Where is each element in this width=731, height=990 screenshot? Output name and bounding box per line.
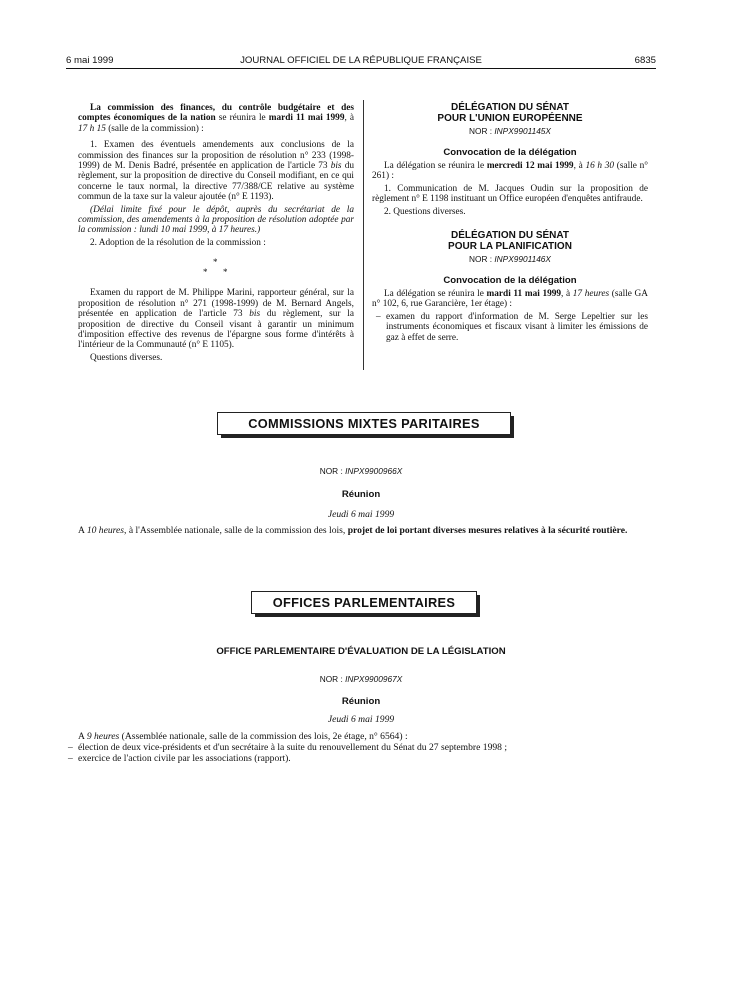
header-rule: [66, 68, 656, 69]
page-number: 6835: [634, 55, 656, 66]
agenda-item-2: 2. Adoption de la résolution de la commission :: [90, 237, 266, 248]
nor-reference: NOR : INPX9900967X: [319, 674, 403, 684]
delegation-ue-title: DÉLÉGATION DU SÉNAT POUR L'UNION EUROPÉENNE: [437, 102, 583, 124]
ue-meeting-intro: La délégation se réunira le mercredi 12 mai 1999, à 16 h 30 (salle n° 261) :: [372, 161, 648, 182]
delegation-planification-title: DÉLÉGATION DU SÉNAT POUR LA PLANIFICATION: [448, 230, 572, 252]
office-title: OFFICE PARLEMENTAIRE D'ÉVALUATION DE LA LÉGISLATION: [216, 646, 506, 657]
convocation-heading: Convocation de la délégation: [443, 274, 577, 286]
right-column: [372, 103, 648, 343]
separator-star: *: [203, 267, 208, 278]
office-meeting-heading: Réunion: [341, 696, 381, 707]
journal-title: JOURNAL OFFICIEL DE LA RÉPUBLIQUE FRANÇAISE: [240, 55, 482, 66]
misc-questions: Questions diverses.: [90, 352, 163, 363]
header-date: 6 mai 1999: [66, 55, 114, 66]
office-item: – élection de deux vice-présidents et d'un secrétaire à la suite du renouvellement du Sénat du 27 septembre 1998 ;: [78, 743, 656, 754]
cmp-meeting-text: A 10 heures, à l'Assemblée nationale, salle de la commission des lois, projet de loi portant diverses mesures relatives à la sécurité routière.: [78, 525, 628, 536]
cmp-meeting-date: Jeudi 6 mai 1999: [327, 509, 395, 520]
page-header: [66, 55, 656, 69]
agenda-item-1: 1. Examen des éventuels amendements aux conclusions de la commission des finances sur la proposition de résolution n° 233 (1998-1999) de M. Denis Badré, présentée en application de l'article 73 bis du règlement, sur la proposition de directive du Conseil modifiant, en ce qui concerne le taux normal, la directive 77/388/CE relative au système commun de la taxe sur la valeur ajoutée (n° E 1193).: [78, 140, 354, 203]
planif-item: – examen du rapport d'information de M. Serge Lepeltier sur les instruments économiques et fiscaux visant à limiter les émissions de gaz à effet de serre.: [386, 312, 648, 343]
planif-meeting-intro: La délégation se réunira le mardi 11 mai 1999, à 17 heures (salle GA n° 102, 6, rue Garancière, 1er étage) :: [372, 289, 648, 310]
office-meeting-date: Jeudi 6 mai 1999: [327, 714, 395, 725]
column-divider: [363, 100, 364, 370]
cmp-meeting-heading: Réunion: [341, 489, 381, 500]
cmp-section-title: COMMISSIONS MIXTES PARITAIRES: [217, 412, 511, 435]
ue-item-1: 1. Communication de M. Jacques Oudin sur la proposition de règlement n° E 1198 instituant un Office européen d'enquêtes antifraude.: [372, 183, 648, 205]
office-meeting-text: A 9 heures (Assemblée nationale, salle de la commission des lois, 2e étage, n° 6564) : – élection de deux vice-présidents et d'un secrétaire à la suite du renouvellement du Sénat du 27 septembre 1998 ; – exercice de l'action civile par les associations (rapport).: [66, 732, 656, 764]
section-separator: [78, 256, 354, 278]
report-examination: Examen du rapport de M. Philippe Marini, rapporteur général, sur la proposition de résolution n° 271 (1998-1999) de M. Bernard Angels, présentée en application de l'article 73 bis du règlement, sur la proposition de directive du Conseil visant à garantir un minimum d'imposition effective des revenus de l'épargne sous forme d'intérêts à l'intérieur de la Communauté (n° E 1105).: [78, 288, 354, 351]
nor-reference: NOR : INPX9901146X: [469, 254, 551, 265]
left-column: [78, 103, 354, 365]
convocation-heading: Convocation de la délégation: [443, 146, 577, 158]
separator-star: *: [223, 267, 228, 278]
nor-reference: NOR : INPX9901145X: [469, 126, 551, 137]
nor-reference: NOR : INPX9900966X: [319, 466, 403, 476]
offices-section-title: OFFICES PARLEMENTAIRES: [251, 591, 477, 614]
commission-intro: La commission des finances, du contrôle budgétaire et des comptes économiques de la nation se réunira le mardi 11 mai 1999, à 17 h 15 (salle de la commission) :: [78, 103, 354, 134]
office-item: – exercice de l'action civile par les associations (rapport).: [78, 754, 656, 765]
ue-item-2: 2. Questions diverses.: [384, 206, 466, 217]
separator-star: *: [213, 257, 218, 268]
amendment-deadline: (Délai limite fixé pour le dépôt, auprès du secrétariat de la commission, des amendements à la proposition de résolution adoptée par la commission : lundi 10 mai 1999, à 17 heures.): [78, 204, 354, 236]
